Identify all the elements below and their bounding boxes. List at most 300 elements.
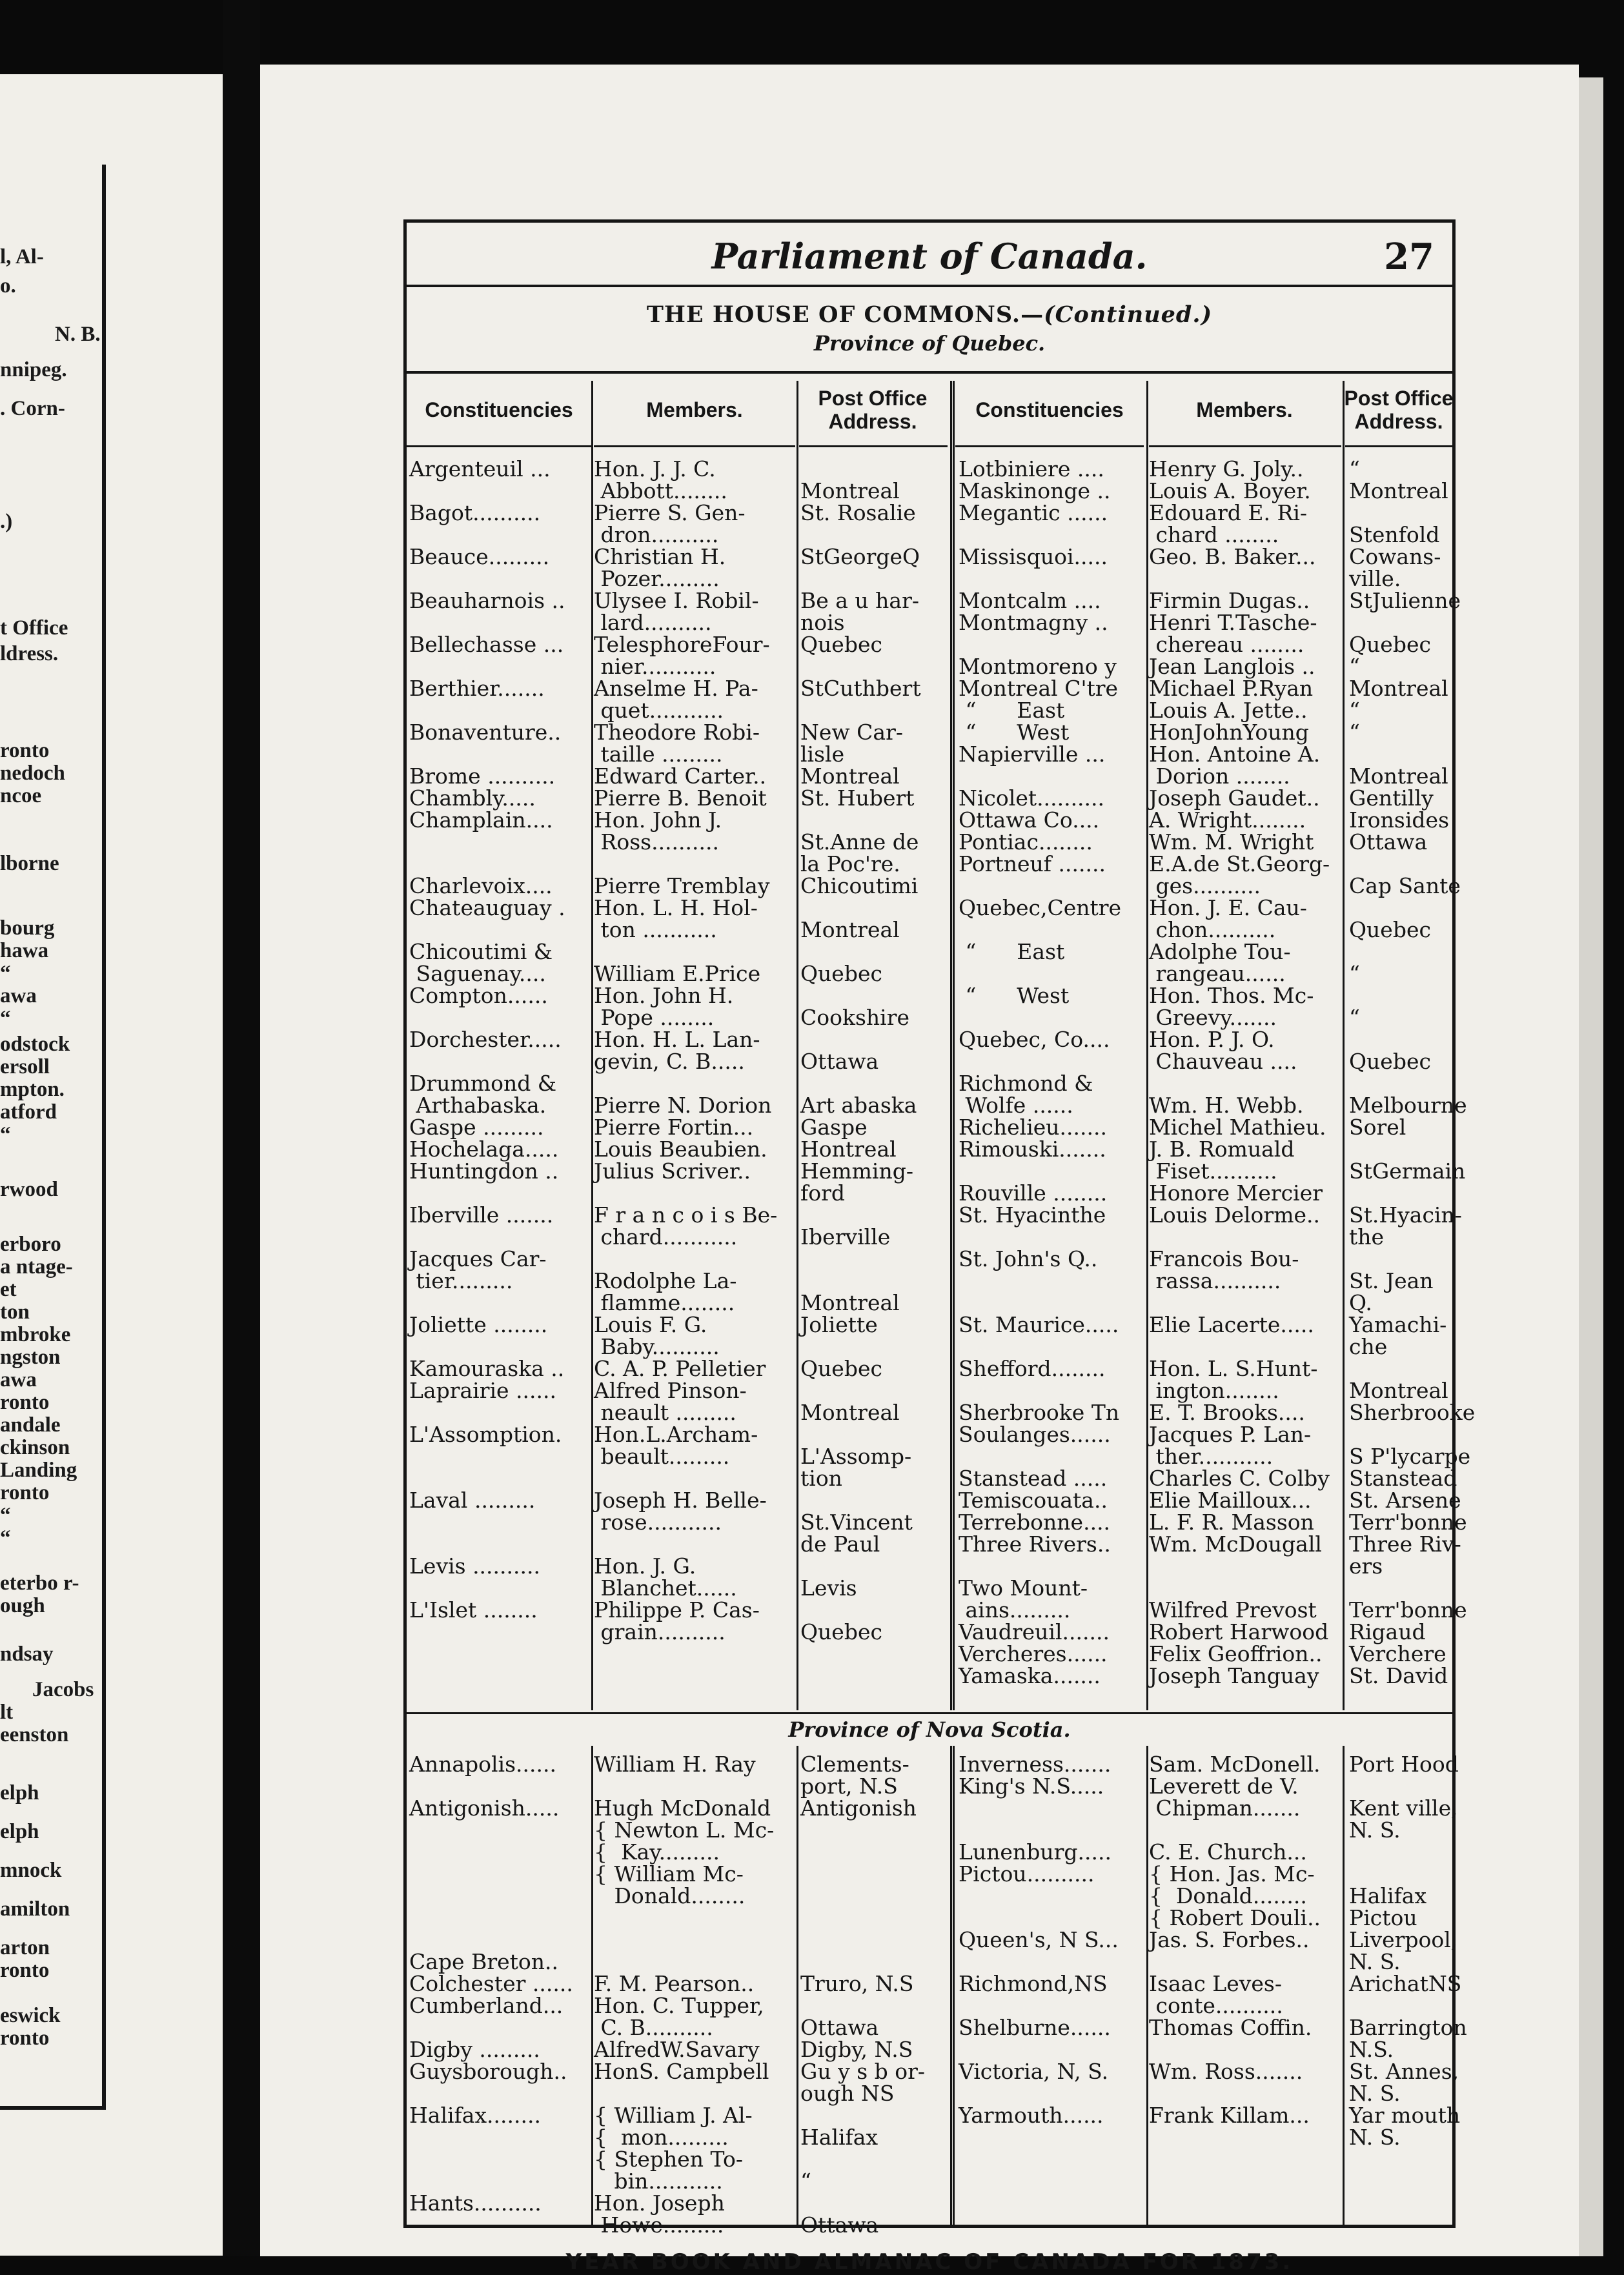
- left-page-fragment-text: ton: [0, 1300, 30, 1324]
- constituency-text: Laval .........: [409, 1488, 536, 1513]
- constituency-cell: [959, 1117, 1142, 1138]
- post-office-cell: [800, 1029, 948, 1073]
- constituency-text: St. Maurice.....: [959, 1312, 1119, 1337]
- constituency-text: Bellechasse ...: [409, 632, 564, 657]
- constituency-text: Shelburne......: [959, 2015, 1111, 2040]
- member-cell: [1149, 853, 1346, 897]
- post-office-text: “: [1349, 961, 1360, 986]
- post-office-text: Sorel: [1349, 1115, 1406, 1140]
- post-office-text: Quebec: [1349, 1049, 1431, 1074]
- left-page-fragment-text: “: [0, 1504, 11, 1527]
- member-cell: [1149, 590, 1346, 612]
- constituency-cell: [959, 1665, 1142, 1687]
- constituency-cell: [959, 2061, 1142, 2083]
- left-page-fragment-text: hawa: [0, 939, 49, 962]
- member-cell: [1149, 1863, 1346, 1929]
- constituency-cell: [959, 1204, 1142, 1226]
- post-office-cell: [1349, 1466, 1457, 1491]
- constituency-text: Soulanges......: [959, 1422, 1111, 1447]
- post-office-text: Chicoutimi: [800, 873, 919, 898]
- post-office-cell: [800, 2105, 948, 2192]
- member-cell: [594, 897, 795, 941]
- member-cell: [594, 787, 795, 809]
- constituency-cell: [407, 1160, 594, 1182]
- member-cell: [1149, 1754, 1346, 1775]
- post-office-cell: [1349, 480, 1452, 502]
- left-page-fragment-text: ndsay: [0, 1643, 54, 1666]
- constituency-text: Cumberland...: [409, 1993, 563, 2018]
- member-cell: [1149, 546, 1346, 568]
- constituency-text: Levis ..........: [409, 1553, 540, 1579]
- post-office-text: Quebec: [800, 1619, 882, 1644]
- section-title: [407, 301, 1452, 328]
- constituency-text: Dorchester.....: [409, 1027, 562, 1052]
- post-office-cell: [800, 1117, 948, 1138]
- constituency-cell: [407, 502, 594, 524]
- constituency-cell: [959, 546, 1142, 568]
- section-title-text: THE HOUSE OF COMMONS.—: [646, 301, 1044, 328]
- member-text: Hon. Antoine A. Dorion ........: [1149, 742, 1321, 789]
- left-page-fragment-text: “: [0, 1007, 11, 1030]
- left-page-fragment-text: ough: [0, 1594, 45, 1617]
- left-page-fragment-text: elph: [0, 1820, 39, 1843]
- post-office-text: New Car- lisle: [800, 720, 903, 767]
- constituency-text: Victoria, N, S.: [959, 2059, 1109, 2084]
- constituency-cell: [407, 1424, 594, 1446]
- member-text: Frank Killam...: [1149, 2103, 1310, 2128]
- member-cell: [594, 1555, 795, 1599]
- constituency-text: Bonaventure..: [409, 720, 562, 745]
- constituency-cell: [959, 1621, 1142, 1643]
- constituency-text: Guysborough..: [409, 2059, 567, 2084]
- constituency-text: Chambly.....: [409, 785, 536, 811]
- post-office-cell: [1349, 1314, 1452, 1358]
- post-office-text: Montreal: [1349, 763, 1448, 789]
- vertical-rule: [950, 1746, 952, 2225]
- member-text: Jas. S. Forbes..: [1149, 1927, 1310, 1952]
- member-text: Elie Lacerte.....: [1149, 1312, 1314, 1337]
- post-office-cell: [800, 875, 948, 897]
- constituency-cell: [407, 678, 594, 700]
- post-office-text: Quebec: [800, 961, 882, 986]
- member-cell: [1149, 1029, 1346, 1073]
- member-text: E. T. Brooks....: [1149, 1400, 1305, 1425]
- member-text: Pierre Tremblay: [594, 873, 770, 898]
- left-page-fragment-text: o.: [0, 274, 16, 298]
- post-office-text: St. Hubert: [800, 785, 915, 811]
- province-nova-scotia-title: Province of Nova Scotia.: [788, 1717, 1071, 1742]
- left-page-fragment-text: ldress.: [0, 642, 59, 665]
- constituency-text: Antigonish.....: [409, 1795, 560, 1821]
- member-cell: [594, 1599, 795, 1643]
- post-office-text: Terr'bonne: [1349, 1597, 1467, 1623]
- constituency-text: Cape Breton..: [409, 1949, 558, 1974]
- member-text: Jean Langlois ..: [1149, 654, 1315, 679]
- constituency-text: Hochelaga.....: [409, 1137, 559, 1162]
- constituency-text: Sherbrooke Tn: [959, 1400, 1120, 1425]
- member-cell: [1149, 656, 1346, 678]
- post-office-text: Port Hood: [1349, 1752, 1459, 1777]
- post-office-cell: [1349, 1775, 1458, 1843]
- member-text: Wm. Ross.......: [1149, 2059, 1303, 2084]
- right-page: [260, 65, 1579, 2275]
- post-office-text: Halifax Pictou: [1349, 1883, 1427, 1930]
- post-office-text: Montreal: [800, 478, 900, 503]
- left-page-fragment-text: amilton: [0, 1897, 70, 1921]
- constituency-text: Vercheres......: [959, 1641, 1108, 1666]
- member-text: Henri T.Tasche- chereau ........: [1149, 610, 1317, 657]
- member-cell: [1149, 1182, 1346, 1204]
- member-cell: [594, 1380, 795, 1424]
- left-page-fragment-text: mnock: [0, 1859, 62, 1882]
- constituency-text: King's N.S.....: [959, 1774, 1104, 1799]
- member-text: Robert Harwood: [1149, 1619, 1329, 1644]
- post-office-text: Yamachi- che: [1349, 1312, 1447, 1359]
- member-cell: [594, 1160, 795, 1182]
- province-quebec-title: Province of Quebec.: [813, 331, 1046, 356]
- member-text: Pierre B. Benoit: [594, 785, 767, 811]
- post-office-cell: [800, 502, 948, 524]
- constituency-text: Montreal C'tre: [959, 676, 1119, 701]
- post-office-cell: [800, 897, 948, 941]
- vertical-rule: [953, 1746, 955, 2225]
- post-office-cell: [1349, 1138, 1466, 1184]
- member-text: { Hon. Jas. Mc- { Donald........ { Robert Douli..: [1149, 1861, 1321, 1930]
- member-text: Edouard E. Ri- chard ........: [1149, 500, 1308, 547]
- post-office-cell: [1349, 678, 1452, 700]
- left-page-fragment-text: a ntage-: [0, 1255, 73, 1279]
- left-page-fragment-text: erboro: [0, 1233, 61, 1256]
- column-rule: [594, 445, 795, 447]
- post-office-cell: [1349, 985, 1452, 1029]
- post-office-cell: [1349, 502, 1452, 546]
- left-page-fragment-text: lborne: [0, 852, 59, 875]
- column-rule: [955, 445, 1144, 447]
- constituency-text: Terrebonne....: [959, 1510, 1111, 1535]
- constituency-cell: [959, 831, 1142, 853]
- left-page-fragment-text: elph: [0, 1781, 39, 1805]
- post-office-cell: [1349, 2103, 1461, 2150]
- col-post-office-2: Post Office Address.: [1344, 387, 1454, 433]
- left-page-fragment-text: ronto: [0, 2027, 50, 2050]
- constituency-text: “ East: [959, 939, 1065, 964]
- member-text: Pierre N. Dorion: [594, 1093, 772, 1118]
- post-office-text: Truro, N.S: [800, 1971, 914, 1996]
- left-page-fragment-text: arton: [0, 1936, 50, 1959]
- post-office-text: Ottawa: [800, 1049, 879, 1074]
- member-text: Hon. C. Tupper, C. B..........: [594, 1993, 764, 2040]
- post-office-cell: [800, 1490, 948, 1555]
- constituency-cell: [407, 634, 594, 656]
- section-continued: (Continued.): [1044, 301, 1213, 328]
- member-text: Louis A. Boyer.: [1149, 478, 1311, 503]
- member-cell: [1149, 1512, 1346, 1533]
- post-office-cell: [1349, 1532, 1461, 1579]
- constituency-cell: [959, 612, 1142, 634]
- member-text: Hon. Thos. Mc- Greevy.......: [1149, 983, 1314, 1030]
- constituency-text: Halifax........: [409, 2103, 541, 2128]
- left-page-fragment-text: nedoch: [0, 762, 65, 785]
- member-cell: [594, 1138, 795, 1160]
- left-page-fragment: [0, 74, 223, 2256]
- post-office-cell: [1349, 1577, 1467, 1623]
- post-office-cell: [800, 722, 948, 765]
- post-office-cell: [800, 458, 948, 502]
- post-office-text: Yar mouth N. S.: [1349, 2103, 1461, 2150]
- constituency-cell: [959, 656, 1142, 678]
- constituency-text: Quebec, Co....: [959, 1027, 1110, 1052]
- post-office-text: St. Rosalie: [800, 500, 916, 525]
- member-text: Hon.L.Archam- beault.........: [594, 1422, 758, 1469]
- post-office-cell: [1349, 853, 1461, 898]
- member-cell: [1149, 1138, 1346, 1182]
- post-office-text: Clements- port, N.S: [800, 1752, 909, 1799]
- post-office-text: StGermain: [1349, 1158, 1466, 1184]
- constituency-cell: [407, 2105, 594, 2127]
- left-page-fragment-text: ersoll: [0, 1055, 50, 1078]
- column-rule: [1345, 445, 1455, 447]
- constituency-text: Berthier.......: [409, 676, 545, 701]
- member-text: Joseph H. Belle- rose...........: [594, 1488, 767, 1535]
- member-text: Julius Scriver..: [594, 1158, 751, 1184]
- left-page-fragment-text: “: [0, 1123, 11, 1146]
- post-office-text: Hemming- ford: [800, 1158, 913, 1206]
- member-cell: [1149, 700, 1346, 722]
- constituency-text: Shefford........: [959, 1356, 1106, 1381]
- col-members-2: Members.: [1196, 398, 1293, 421]
- constituency-cell: [959, 678, 1142, 700]
- post-office-text: Barrington N.S.: [1349, 2015, 1467, 2062]
- post-office-text: L'Assomp- tion: [800, 1444, 912, 1491]
- section-divider: [407, 1712, 1452, 1714]
- constituency-text: Annapolis......: [409, 1752, 556, 1777]
- post-office-text: Gu y s b or- ough NS: [800, 2059, 926, 2106]
- constituency-cell: [959, 1029, 1142, 1051]
- post-office-cell: [1349, 1248, 1452, 1314]
- constituency-text: Missisquoi.....: [959, 544, 1108, 569]
- constituency-cell: [959, 1929, 1142, 1951]
- member-text: Christian H. Pozer.........: [594, 544, 726, 591]
- post-office-cell: [800, 985, 948, 1029]
- post-office-text: Ottawa: [800, 2212, 879, 2238]
- constituency-cell: [407, 1204, 594, 1226]
- constituency-cell: [407, 1490, 594, 1512]
- post-office-text: Gentilly: [1349, 785, 1434, 811]
- post-office-text: Cowans- ville.: [1349, 544, 1441, 591]
- member-cell: [1149, 897, 1346, 941]
- post-office-cell: [800, 809, 948, 875]
- member-text: Wm. H. Webb.: [1149, 1093, 1304, 1118]
- post-office-text: Antigonish: [800, 1795, 917, 1821]
- constituency-cell: [407, 1314, 594, 1336]
- post-office-text: “: [1349, 698, 1360, 723]
- post-office-text: Ottawa: [800, 2015, 879, 2040]
- post-office-text: Stenfold: [1349, 522, 1440, 547]
- constituency-cell: [959, 1775, 1142, 1797]
- constituency-cell: [407, 546, 594, 568]
- member-cell: [1149, 1775, 1346, 1819]
- post-office-text: Verchere: [1349, 1641, 1446, 1666]
- page-footer: YEAR BOOK AND ALMANAC OF CANADA FOR 1873.: [565, 2249, 1294, 2275]
- member-cell: [594, 678, 795, 722]
- member-cell: [1149, 1621, 1346, 1643]
- table-frame: [403, 219, 1476, 2238]
- constituency-text: Stanstead .....: [959, 1466, 1108, 1491]
- post-office-text: Three Riv- ers: [1349, 1532, 1461, 1579]
- post-office-text: St. Arsene: [1349, 1488, 1461, 1513]
- constituency-cell: [407, 809, 594, 831]
- member-cell: [1149, 1929, 1346, 1951]
- post-office-cell: [800, 590, 948, 634]
- constituency-text: Richmond & Wolfe ......: [959, 1071, 1093, 1118]
- constituency-cell: [959, 941, 1142, 963]
- member-cell: [1149, 787, 1346, 809]
- member-cell: [594, 985, 795, 1029]
- constituency-cell: [959, 1643, 1142, 1665]
- constituency-text: Maskinonge ..: [959, 478, 1111, 503]
- member-cell: [1149, 941, 1346, 985]
- member-text: Adolphe Tou- rangeau......: [1149, 939, 1291, 986]
- post-office-cell: [1349, 1510, 1467, 1535]
- constituency-text: Napierville ...: [959, 742, 1106, 767]
- post-office-text: Halifax “: [800, 2125, 878, 2194]
- member-text: C. A. P. Pelletier: [594, 1356, 766, 1381]
- post-office-text: Quebec: [800, 1356, 882, 1381]
- constituency-text: Drummond & Arthabaska.: [409, 1071, 557, 1118]
- constituency-cell: [959, 480, 1142, 502]
- post-office-cell: [800, 1160, 948, 1204]
- post-office-cell: [800, 2192, 948, 2236]
- member-text: Hon. J. G. Blanchet......: [594, 1553, 737, 1601]
- member-cell: [1149, 2017, 1346, 2039]
- member-cell: [594, 546, 795, 590]
- constituency-cell: [959, 700, 1142, 722]
- constituency-cell: [959, 590, 1142, 612]
- constituency-text: Pictou..........: [959, 1861, 1095, 1886]
- post-office-text: Be a u har- nois: [800, 588, 920, 635]
- constituency-cell: [407, 2039, 594, 2061]
- constituency-text: Yarmouth......: [959, 2103, 1104, 2128]
- post-office-text: Montreal: [1349, 1378, 1448, 1403]
- constituency-cell: [407, 2192, 594, 2214]
- constituency-cell: [959, 1402, 1142, 1424]
- constituency-text: L'Assomption.: [409, 1422, 562, 1447]
- constituency-cell: [959, 2105, 1142, 2127]
- left-page-fragment-text: Landing: [0, 1459, 77, 1482]
- member-cell: [1149, 1248, 1346, 1292]
- left-page-rule: [102, 165, 106, 2107]
- vertical-rule: [1146, 1746, 1148, 2225]
- constituency-text: Nicolet..........: [959, 785, 1105, 811]
- col-post-office: Post Office Address.: [818, 387, 928, 433]
- member-text: HonS. Campbell: [594, 2059, 769, 2084]
- post-office-text: Stanstead: [1349, 1466, 1457, 1491]
- constituency-cell: [959, 853, 1142, 875]
- post-office-text: Montreal: [1349, 676, 1448, 701]
- post-office-cell: [1349, 1400, 1476, 1425]
- left-page-fragment-text: Jacobs: [32, 1678, 94, 1701]
- member-text: Wilfred Prevost: [1149, 1597, 1317, 1623]
- constituency-cell: [959, 1490, 1142, 1512]
- member-cell: [594, 1995, 795, 2039]
- member-cell: [1149, 1577, 1346, 1621]
- constituency-text: Beauharnois ..: [409, 588, 565, 613]
- post-office-cell: [1349, 1424, 1471, 1469]
- post-office-cell: [1349, 1863, 1452, 1929]
- post-office-cell: [1349, 1202, 1462, 1249]
- post-office-text: Cookshire: [800, 1005, 910, 1030]
- constituency-cell: [407, 1073, 594, 1117]
- constituency-text: Iberville .......: [409, 1202, 554, 1228]
- constituency-cell: [959, 2017, 1142, 2039]
- constituency-cell: [959, 897, 1142, 919]
- post-office-cell: [800, 1995, 948, 2039]
- member-text: Theodore Robi- taille .........: [594, 720, 760, 767]
- post-office-text: Kent ville, N. S.: [1349, 1795, 1458, 1843]
- constituency-cell: [407, 765, 594, 787]
- member-cell: [1149, 1841, 1346, 1863]
- post-office-text: Montreal: [800, 1400, 900, 1425]
- post-office-cell: [800, 765, 948, 787]
- post-office-cell: [1349, 1073, 1467, 1118]
- member-cell: [1149, 1117, 1346, 1138]
- member-text: Isaac Leves- conte..........: [1149, 1971, 1283, 2018]
- member-text: William E.Price: [594, 961, 761, 986]
- member-text: Anselme H. Pa- quet...........: [594, 676, 758, 723]
- member-text: Felix Geoffrion..: [1149, 1641, 1323, 1666]
- page-edge: [1579, 77, 1603, 2256]
- member-text: Thomas Coffin.: [1149, 2015, 1312, 2040]
- constituency-cell: [407, 875, 594, 897]
- page-number: 27: [1384, 236, 1434, 278]
- constituency-cell: [959, 1468, 1142, 1490]
- constituency-text: Three Rivers..: [959, 1532, 1111, 1557]
- constituency-text: Lotbiniere ....: [959, 456, 1104, 481]
- member-cell: [594, 1073, 795, 1117]
- constituency-cell: [407, 1599, 594, 1621]
- post-office-cell: [800, 1754, 948, 1797]
- left-page-fragment-text: et: [0, 1278, 17, 1301]
- post-office-cell: [1349, 656, 1452, 678]
- post-office-cell: [1349, 1643, 1452, 1665]
- member-cell: [1149, 612, 1346, 656]
- constituency-text: Rimouski.......: [959, 1137, 1106, 1162]
- constituency-text: “ West: [959, 983, 1070, 1008]
- post-office-cell: [1349, 458, 1452, 480]
- constituency-cell: [959, 1577, 1142, 1621]
- constituency-cell: [407, 1248, 594, 1292]
- post-office-text: StGeorgeQ: [800, 544, 920, 569]
- post-office-cell: [1349, 1927, 1458, 1974]
- constituency-text: Vaudreuil.......: [959, 1619, 1110, 1644]
- member-text: Rodolphe La- flamme........: [594, 1268, 737, 1315]
- left-page-fragment-text: ncoe: [0, 784, 42, 807]
- constituency-text: Bagot..........: [409, 500, 541, 525]
- constituency-cell: [407, 787, 594, 809]
- constituency-text: Charlevoix....: [409, 873, 553, 898]
- member-cell: [594, 458, 795, 502]
- vertical-rule: [950, 381, 952, 1710]
- post-office-cell: [800, 787, 948, 809]
- post-office-cell: [1349, 722, 1452, 743]
- member-text: E.A.de St.Georg- ges..........: [1149, 851, 1330, 898]
- constituency-text: Brome ..........: [409, 763, 556, 789]
- left-page-fragment-text: andale: [0, 1413, 61, 1437]
- member-cell: [594, 1490, 795, 1533]
- member-text: Henry G. Joly..: [1149, 456, 1304, 481]
- constituency-text: Pontiac........: [959, 829, 1093, 854]
- member-cell: [1149, 809, 1346, 831]
